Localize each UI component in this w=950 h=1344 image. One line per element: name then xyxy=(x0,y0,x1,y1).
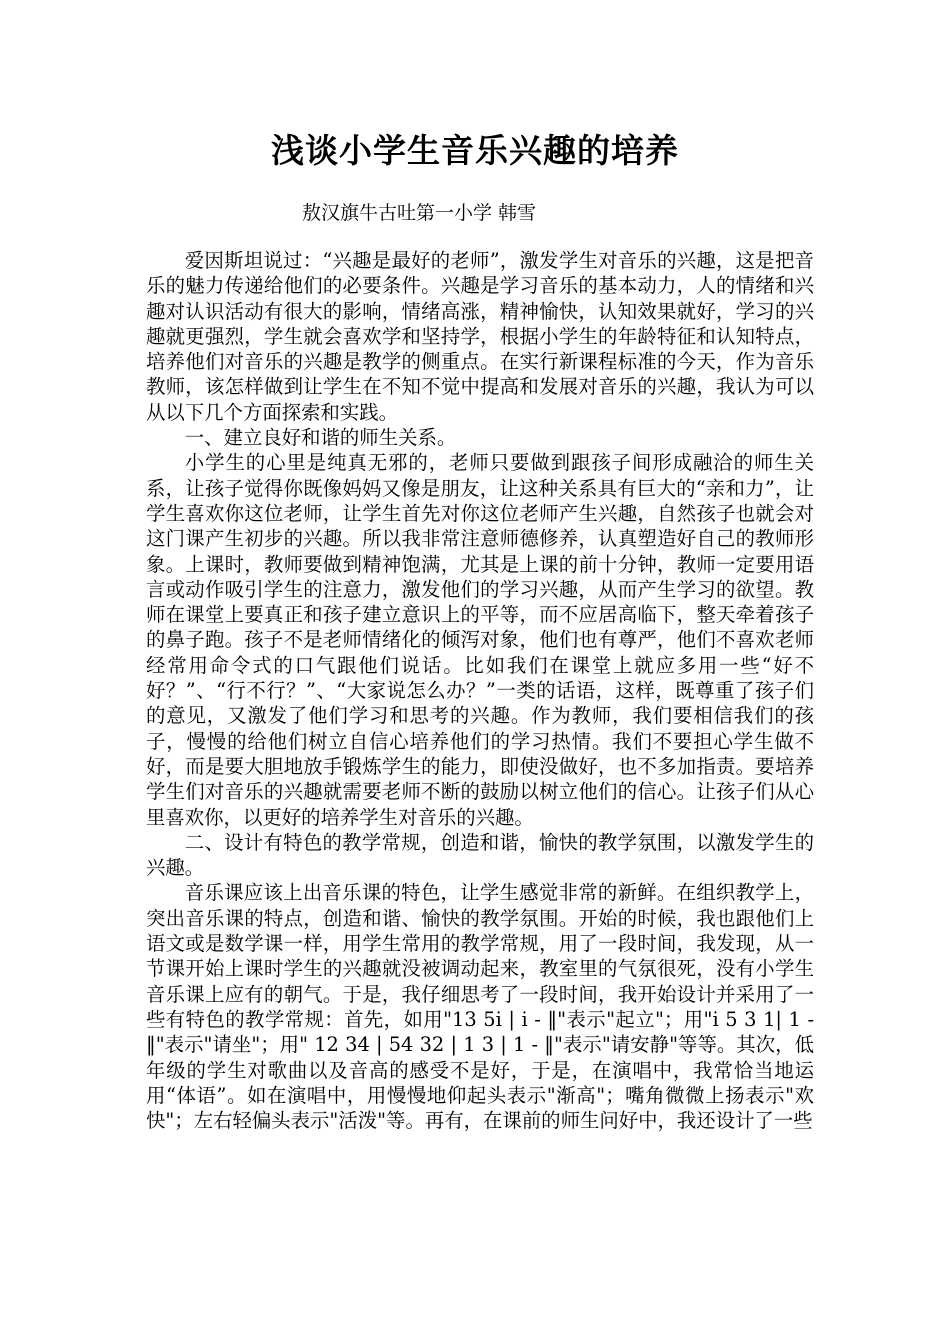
document-body xyxy=(146,248,814,1133)
document-title: 浅谈小学生音乐兴趣的培养 xyxy=(271,131,679,170)
section-heading: 一、建立良好和谐的师生关系。 xyxy=(184,426,457,450)
section-heading: 二、设计有特色的教学常规，创造和谐，愉快的教学氛围，以激发学生的兴趣。 xyxy=(146,830,814,880)
document-author: 敖汉旗牛古吐第一小学 韩雪 xyxy=(302,202,537,224)
body-paragraph: 音乐课应该上出音乐课的特色，让学生感觉非常的新鲜。在组织教学上，突出音乐课的特点，创造和谐、愉快的教学氛围。开始的时候，我也跟他们上语文或是数学课一样，用学生常用的教学常规，用了一段时间，我发现，从一节课开始上课时学生的兴趣就没被调动起来，教室里的气氛很死，没有小学生音乐课上应有的朝气。于是，我仔细思考了一段时间，我开始设计并采用了一些有特色的教学常规：首先，如用"13 5i | i - ‖"表示"起立"；用"i 5 3 1| 1 - ‖"表示"请坐"；用" 12 34 | 54 32 | 1 3 | 1 - ‖"表示"请安静"等等。其次，低年级的学生对歌曲以及音高的感受不是好，于是，在演唱中，我常恰当地运用“体语”。如在演唱中，用慢慢地仰起头表示"渐高"；嘴角微微上扬表示"欢快"；左右轻偏头表示"活泼"等。再有，在课前的师生问好中，我还设计了一些 xyxy=(146,881,814,1133)
body-paragraph: 小学生的心里是纯真无邪的，老师只要做到跟孩子间形成融洽的师生关系，让孩子觉得你既像妈妈又像是朋友，让这种关系具有巨大的“亲和力”，让学生喜欢你这位老师，让学生首先对你这位老师产生兴趣，自然孩子也就会对这门课产生初步的兴趣。所以我非常注意师德修养，认真塑造好自己的教师形象。上课时，教师要做到精神饱满，尤其是上课的前十分钟，教师一定要用语言或动作吸引学生的注意力，激发他们的学习兴趣，从而产生学习的欲望。教师在课堂上要真正和孩子建立意识上的平等，而不应居高临下，整天牵着孩子的鼻子跑。孩子不是老师情绪化的倾泻对象，他们也有尊严，他们不喜欢老师经常用命令式的口气跟他们说话。比如我们在课堂上就应多用一些“好不好？”、“行不行？”、“大家说怎么办？”一类的话语，这样，既尊重了孩子们的意见，又激发了他们学习和思考的兴趣。作为教师，我们要相信我们的孩子，慢慢的给他们树立自信心培养他们的学习热情。我们不要担心学生做不好，而是要大胆地放手锻炼学生的能力，即使没做好，也不多加指责。要培养学生们对音乐的兴趣就需要老师不断的鼓励以树立他们的信心。让孩子们从心里喜欢你，以更好的培养学生对音乐的兴趣。 xyxy=(146,451,814,829)
body-paragraph: 爱因斯坦说过：“兴趣是最好的老师”，激发学生对音乐的兴趣，这是把音乐的魅力传递给他们的必要条件。兴趣是学习音乐的基本动力，人的情绪和兴趣对认识活动有很大的影响，情绪高涨，精神愉快，认知效果就好，学习的兴趣就更强烈，学生就会喜欢学和坚持学，根据小学生的年龄特征和认知特点，培养他们对音乐的兴趣是教学的侧重点。在实行新课程标准的今天，作为音乐教师，该怎样做到让学生在不知不觉中提高和发展对音乐的兴趣，我认为可以从以下几个方面探索和实践。 xyxy=(146,249,814,424)
